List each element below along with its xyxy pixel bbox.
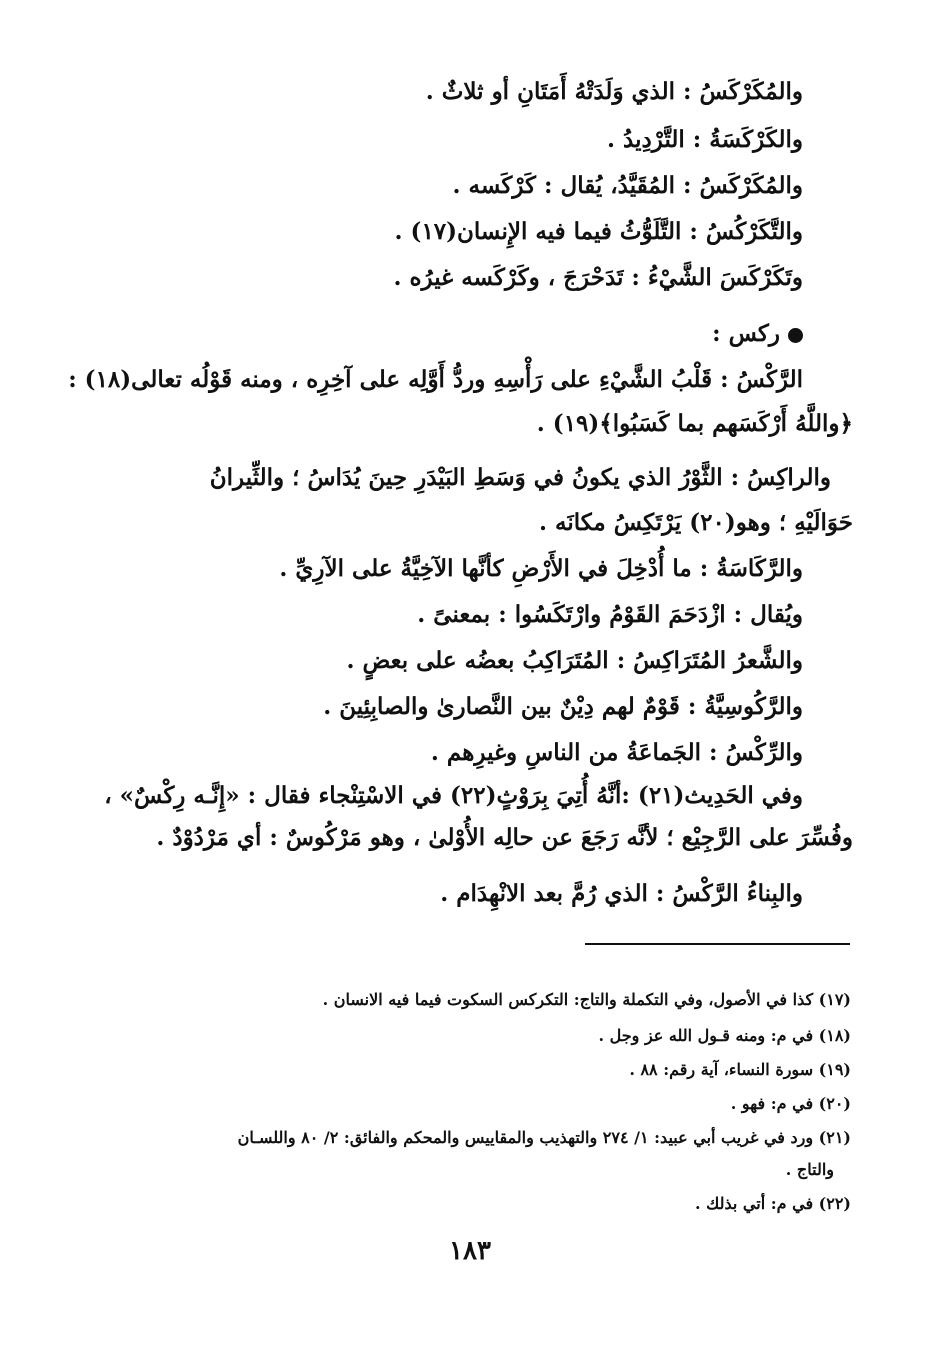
entry-line: وفُسِّرَ على الرَّجِيْع ؛ لأنَّه رَجَعَ عن حالِه الأُوْلىٰ ، وهو مَرْكُوسٌ : أي مَرْدُوْدٌ . [156,824,853,851]
entry-line: وتَكَرْكَسَ الشَّيْءُ : تَدَحْرَجَ ، وكَرْكَسه غيرُه . [393,264,803,291]
footnote-divider [585,943,850,945]
footnote: (٢٢) في م: أتي بذلك . [695,1194,851,1213]
footnote: (١٨) في م: ومنه قـول الله عز وجل . [598,1026,851,1045]
footnote-continuation: والتاج . [785,1160,834,1179]
entry-line: والرَّكَاسَةُ : ما أُدْخِلَ في الأَرْضِ كأنَّها الآخِيَّةُ على الآرِيِّ . [279,555,803,582]
section-heading-label: ركس : [712,320,780,347]
entry-line: والشَّعرُ المُتَرَاكِسُ : المُتَرَاكِبُ بعضُه على بعضٍ . [346,647,803,674]
entry-line: والراكِسُ : الثَّوْرُ الذي يكونُ في وَسَطِ البَيْدَرِ حِينَ يُدَاسُ ؛ والثِّيرانُ [209,464,831,491]
footnote: (١٧) كذا في الأصول، وفي التكملة والتاج: التكركس السكوت فيما فيه الانسان . [322,990,851,1009]
entry-line: والكَرْكَسَةُ : التَّرْدِيدُ . [607,126,803,153]
entry-line: والرَّكُوسِيَّةُ : قَوْمٌ لهم دِيْنٌ بين النَّصارىٰ والصابِئِينَ . [323,693,803,720]
page-number: ١٨٣ [449,1236,491,1266]
entry-line: والبِناءُ الرَّكْسُ : الذي رُمَّ بعد الانْهِدَام . [440,880,803,907]
footnote: (٢٠) في م: فهو . [730,1094,851,1113]
entry-line: والرِّكْسُ : الجَماعَةُ من الناسِ وغيرِهم . [430,739,803,766]
footnote: (١٩) سورة النساء، آية رقم: ٨٨ . [629,1060,851,1079]
entry-line: والتَّكَرْكُسُ : التَّلَوُّثُ فيما فيه الإِنسان(١٧) . [394,218,803,245]
entry-line: والمُكَرْكَسُ : المُقَيَّدُ، يُقال : كَرْكَسه . [452,172,803,199]
section-heading [712,314,803,354]
entry-line: وفي الحَدِيث(٢١) :أنَّهُ أُتِيَ بِرَوْثٍ(٢٢) في الاسْتِنْجاء فقال : «إِنَّـه رِكْسٌ» ، [104,782,803,809]
entry-line: حَوَالَيْهِ ؛ وهو(٢٠) يَرْتَكِسُ مكانَه . [538,509,853,536]
footnote: (٢١) ورد في غريب أبي عبيد: ١/ ٢٧٤ والتهذيب والمقاييس والمحكم والفائق: ٢/ ٨٠ واللسـان [237,1128,851,1147]
entry-line: ويُقال : ازْدَحَمَ القَوْمُ وارْتَكَسُوا : بمعنىً . [417,601,803,628]
quran-verse-line: ﴿واللَّهُ أَرْكَسَهم بما كَسَبُوا﴾(١٩) . [536,410,853,437]
entry-line: الرَّكْسُ : قَلْبُ الشَّيْءِ على رَأْسِهِ وردُّ أَوَّلِه على آخِرِه ، ومنه قَوْلُه تعالى(١٨) : [68,366,803,393]
entry-line: والمُكَرْكَسُ : الذي وَلَدَتْهُ أَمَتَانِ أو ثلاثٌ . [425,78,803,105]
bullet-icon [788,328,803,343]
